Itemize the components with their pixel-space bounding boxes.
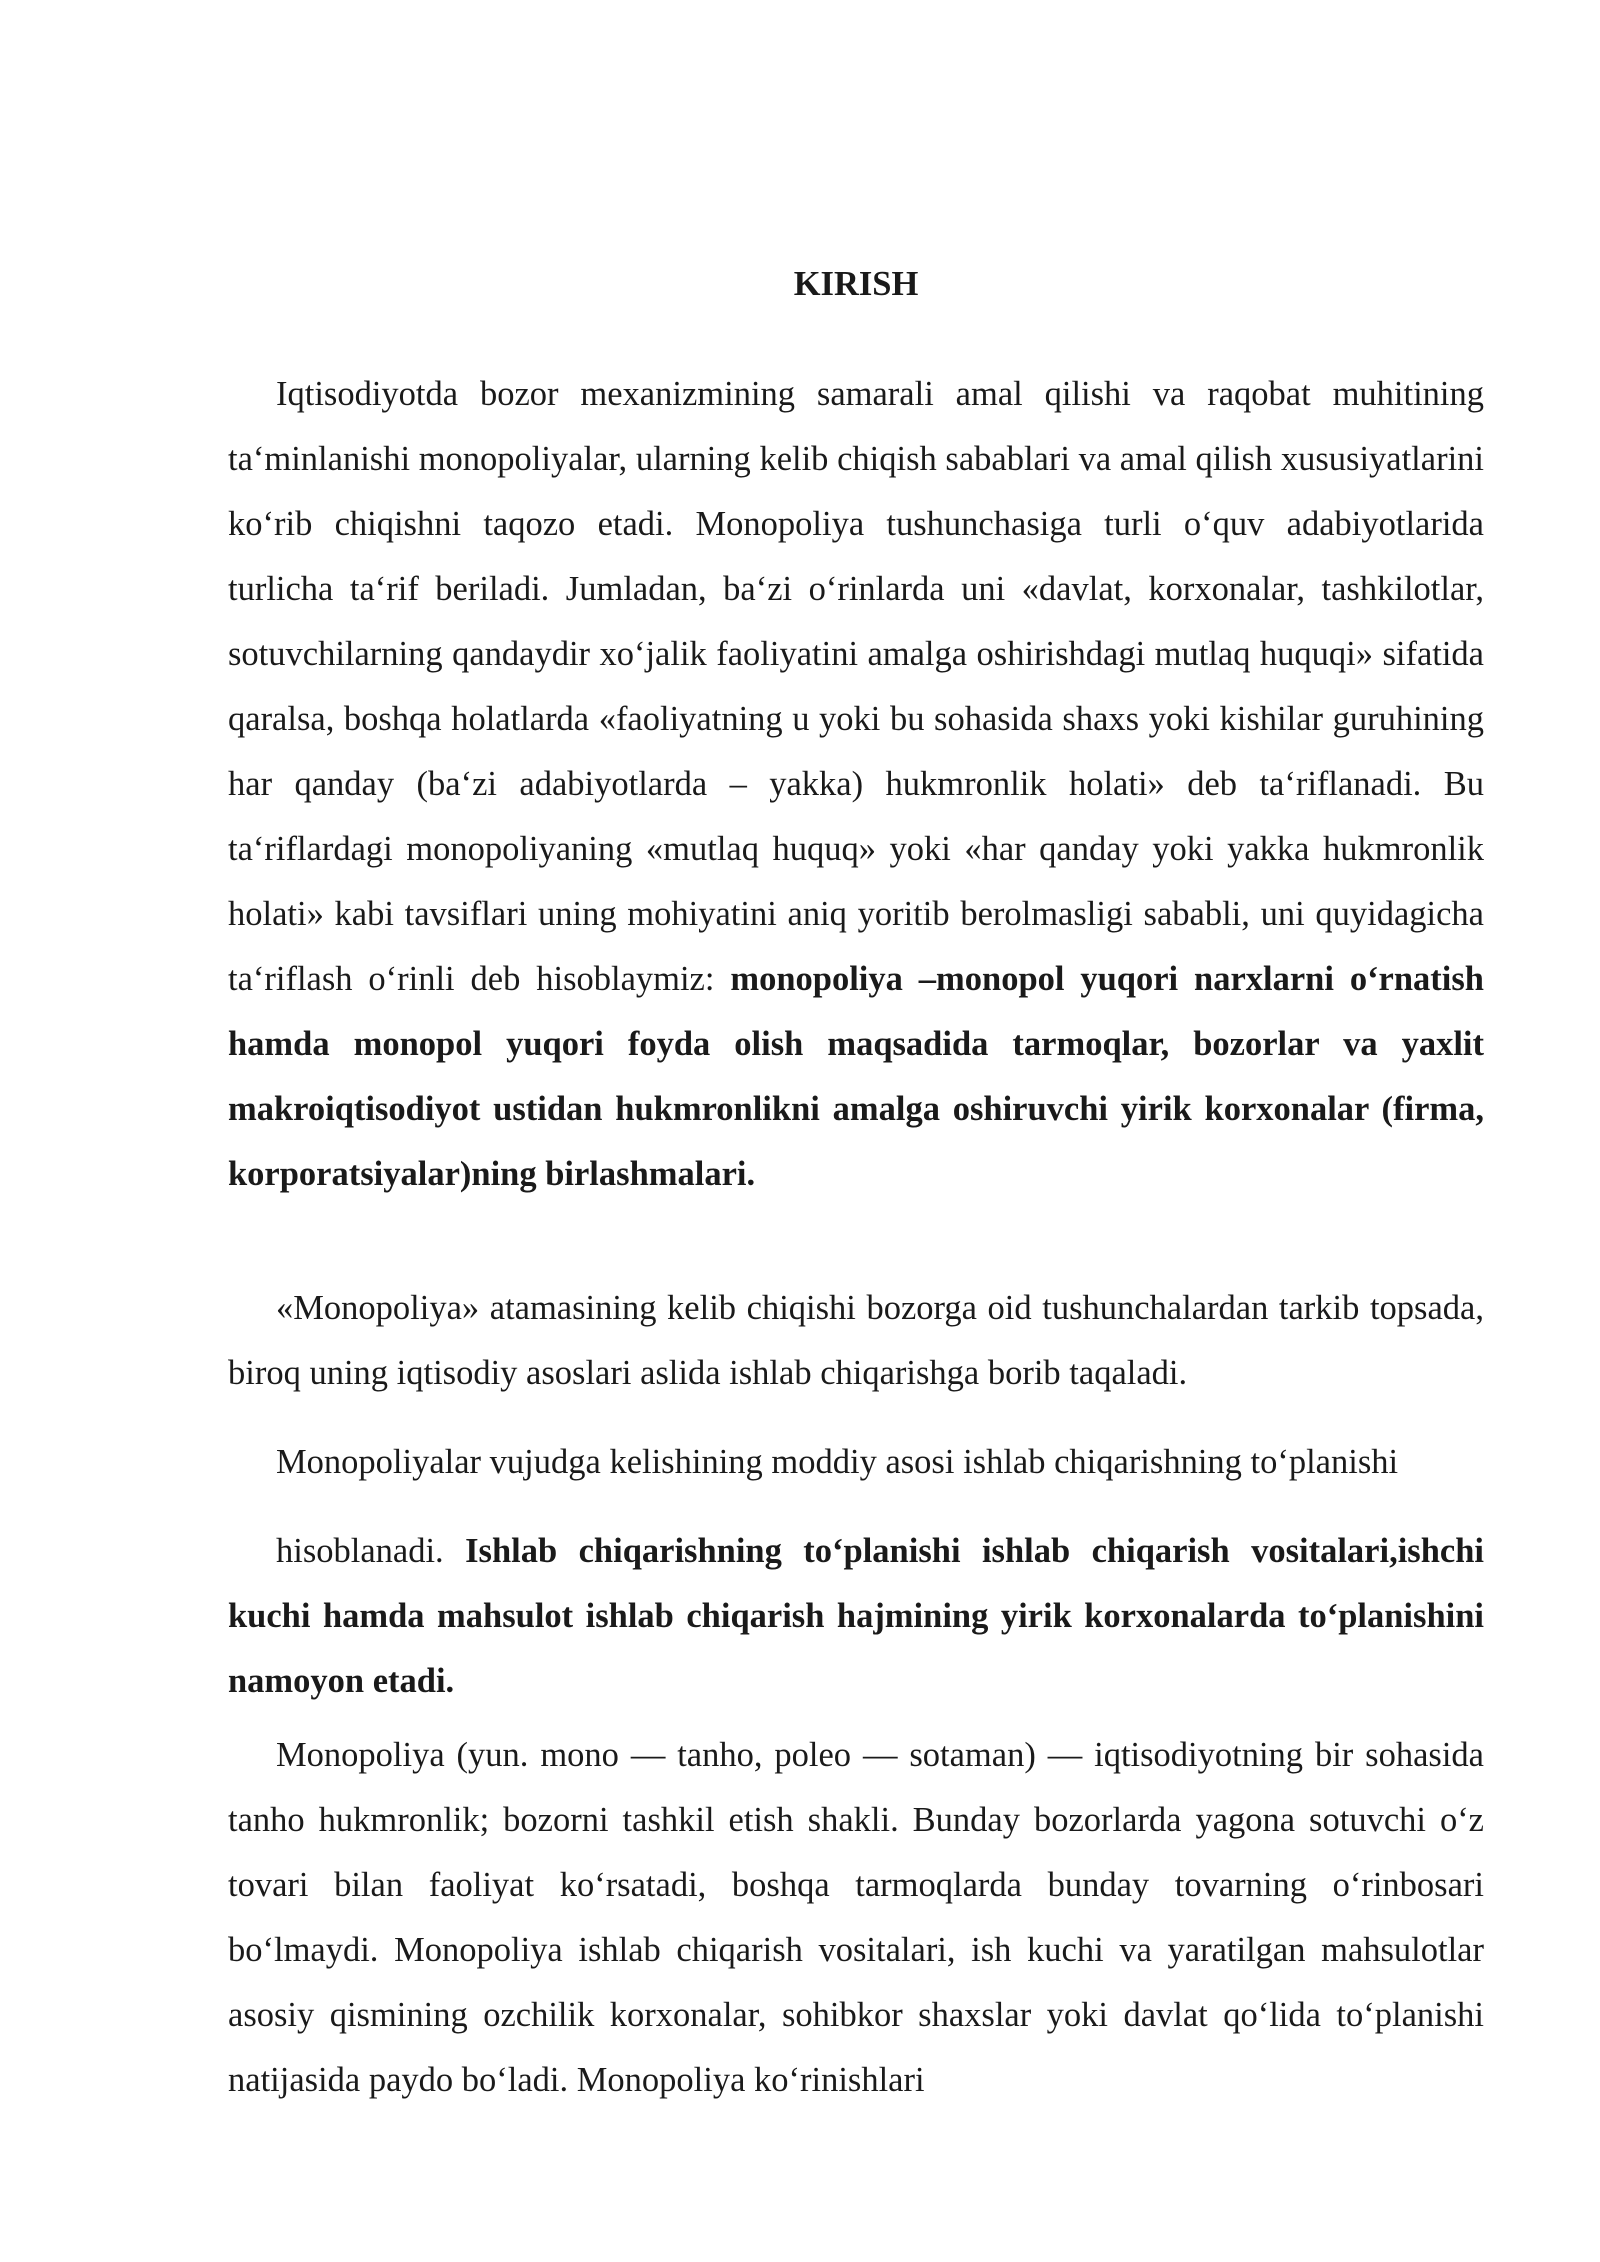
paragraph-concentration-definition: Ishlab chiqarishning to‘planishi ishlab chiqarish vositalari,ishchi kuchi hamda mahsulot ishlab chiqarish hajmining yirik korxonalarda to‘planishini namoyon etadi. <box>228 1532 1484 1700</box>
page-title: KIRISH <box>793 265 919 303</box>
paragraph-intro-text: Iqtisodiyotda bozor mexanizmining samarali amal qilishi va raqobat muhitining ta‘minlanishi monopoliyalar, ularning kelib chiqish sabablari va amal qilish xususiyatlarini ko‘rib chiqishni taqozo etadi. Monopoliya tushunchasiga turli o‘quv adabiyotlarida turlicha ta‘rif beriladi. Jumladan, ba‘zi o‘rinlarda uni «davlat, korxonalar, tashkilotlar, sotuvchilarning qandaydir xo‘jalik faoliyatini amalga oshirishdagi mutlaq huquqi» sifatida qaralsa, boshqa holatlarda «faoliyatning u yoki bu sohasida shaxs yoki kishilar guruhining har qanday (ba‘zi adabiyotlarda – yakka) hukmronlik holati» deb ta‘riflanadi. Bu ta‘riflardagi monopoliyaning «mutlaq huquq» yoki «har qanday yoki yakka hukmronlik holati» kabi tavsiflari uning mohiyatini aniq yoritib berolmasligi sababli, uni quyidagicha ta‘riflash o‘rinli deb hisoblaymiz: <box>228 375 1484 998</box>
paragraph-term-origin: «Monopoliya» atamasining kelib chiqishi bozorga oid tushunchalardan tarkib topsada, biroq uning iqtisodiy asoslari aslida ishlab chiqarishga borib taqaladi. <box>228 1289 1484 1392</box>
paragraph-material-basis: Monopoliyalar vujudga kelishining moddiy asosi ishlab chiqarishning to‘planishi <box>276 1443 1399 1481</box>
paragraph-intro-definition: monopoliya –monopol yuqori narxlarni o‘rnatish hamda monopol yuqori foyda olish maqsadida tarmoqlar, bozorlar va yaxlit makroiqtisodiyot ustidan hukmronlikni amalga oshiruvchi yirik korxonalar (firma, korporatsiyalar)ning birlashmalari. <box>228 960 1484 1193</box>
paragraph-intro <box>228 362 1484 1207</box>
paragraph-concentration <box>228 1519 1484 1714</box>
paragraph-concentration-text: hisoblanadi. <box>276 1532 466 1570</box>
paragraph-monopoly-definition: Monopoliya (yun. mono — tanho, poleo — sotaman) — iqtisodiyotning bir sohasida tanho hukmronlik; bozorni tashkil etish shakli. Bunday bozorlarda yagona sotuvchi o‘z tovari bilan faoliyat ko‘rsatadi, boshqa tarmoqlarda bunday tovarning o‘rinbosari bo‘lmaydi. Monopoliya ishlab chiqarish vositalari, ish kuchi va yaratilgan mahsulotlar asosiy qismining ozchilik korxonalar, sohibkor shaxslar yoki davlat qo‘lida to‘planishi natijasida paydo bo‘ladi. Monopoliya ko‘rinishlari <box>228 1736 1484 2099</box>
